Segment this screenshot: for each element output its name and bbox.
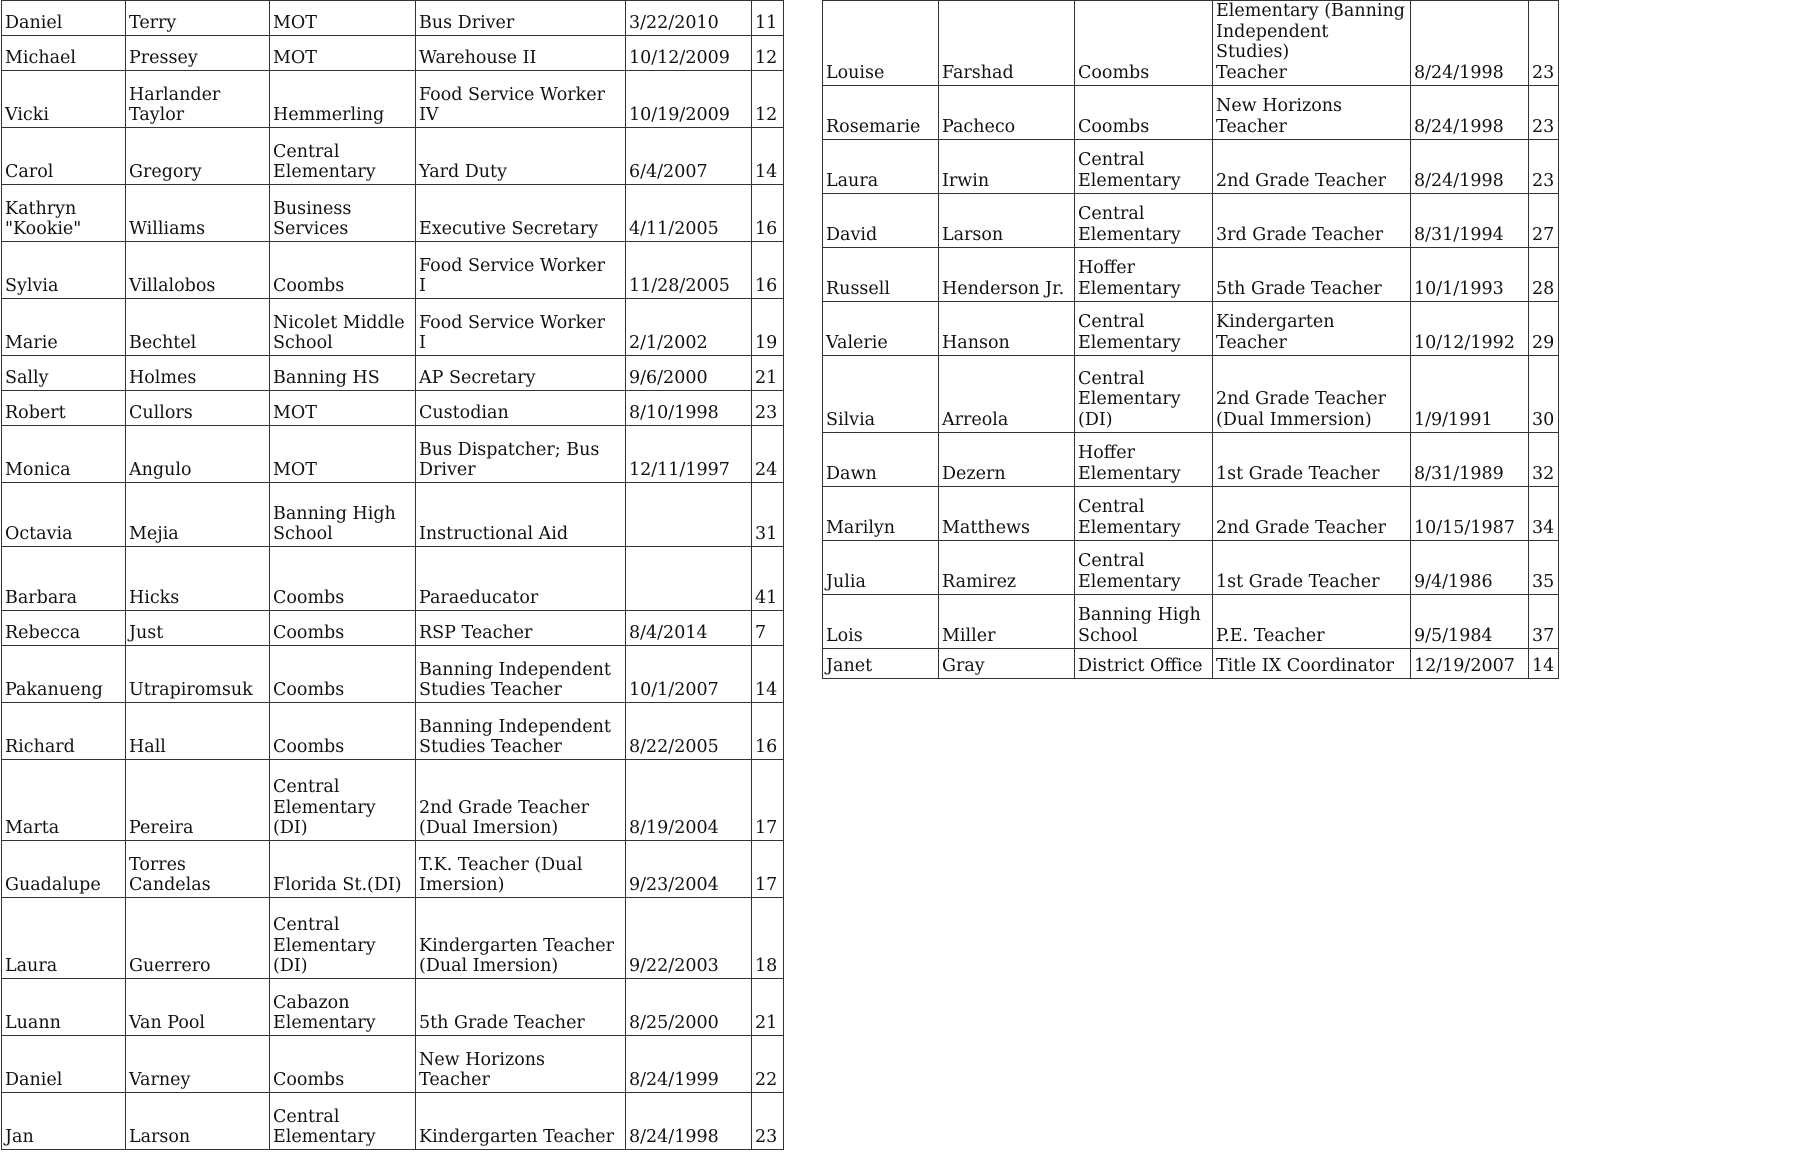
cell-last: Ramirez — [939, 540, 1075, 594]
cell-site: Coombs — [270, 242, 416, 299]
cell-first: Laura — [823, 139, 939, 193]
cell-first: Carol — [2, 128, 126, 185]
table-row — [823, 594, 1559, 648]
cell-first: Lois — [823, 594, 939, 648]
cell-date: 9/6/2000 — [626, 356, 752, 391]
cell-date — [626, 547, 752, 611]
cell-position: New Horizons Teacher — [1213, 85, 1411, 139]
cell-position: Yard Duty — [416, 128, 626, 185]
cell-date: 12/19/2007 — [1411, 648, 1529, 678]
cell-first: David — [823, 193, 939, 247]
cell-years: 14 — [752, 646, 784, 703]
cell-site: MOT — [270, 391, 416, 426]
cell-years: 23 — [752, 391, 784, 426]
table-row — [2, 646, 784, 703]
cell-site: Coombs — [270, 703, 416, 760]
cell-date: 11/28/2005 — [626, 242, 752, 299]
cell-position: Elementary (Banning Independent Studies) Teacher — [1213, 1, 1411, 86]
cell-first: Sally — [2, 356, 126, 391]
cell-date: 1/9/1991 — [1411, 355, 1529, 432]
cell-site: Cabazon Elementary — [270, 979, 416, 1036]
cell-date: 8/4/2014 — [626, 611, 752, 646]
cell-position: 2nd Grade Teacher (Dual Immersion) — [1213, 355, 1411, 432]
cell-date: 10/1/2007 — [626, 646, 752, 703]
table-row — [823, 486, 1559, 540]
cell-last: Gray — [939, 648, 1075, 678]
cell-first: Kathryn "Kookie" — [2, 185, 126, 242]
table-row — [2, 898, 784, 979]
table-row — [2, 185, 784, 242]
cell-last: Hanson — [939, 301, 1075, 355]
cell-site: Hoffer Elementary — [1075, 432, 1213, 486]
cell-first: Laura — [2, 898, 126, 979]
table-row — [823, 648, 1559, 678]
cell-position: P.E. Teacher — [1213, 594, 1411, 648]
cell-first: Richard — [2, 703, 126, 760]
cell-first: Michael — [2, 36, 126, 71]
cell-date: 10/12/2009 — [626, 36, 752, 71]
cell-position: Kindergarten Teacher — [416, 1093, 626, 1150]
cell-first: Janet — [823, 648, 939, 678]
cell-first: Jan — [2, 1093, 126, 1150]
table-row — [2, 1036, 784, 1093]
cell-first: Vicki — [2, 71, 126, 128]
cell-first: Daniel — [2, 1, 126, 36]
cell-last: Holmes — [126, 356, 270, 391]
cell-position: Bus Driver — [416, 1, 626, 36]
table-row — [2, 426, 784, 483]
cell-years: 22 — [752, 1036, 784, 1093]
table-row — [823, 247, 1559, 301]
cell-site: MOT — [270, 1, 416, 36]
cell-date: 8/24/1998 — [626, 1093, 752, 1150]
cell-last: Van Pool — [126, 979, 270, 1036]
cell-date: 8/31/1994 — [1411, 193, 1529, 247]
cell-first: Rebecca — [2, 611, 126, 646]
cell-years: 18 — [752, 898, 784, 979]
cell-years: 23 — [752, 1093, 784, 1150]
cell-site: Central Elementary — [1075, 540, 1213, 594]
cell-first: Dawn — [823, 432, 939, 486]
cell-position: Banning Independent Studies Teacher — [416, 703, 626, 760]
employee-table-right — [822, 0, 1559, 679]
cell-date: 10/15/1987 — [1411, 486, 1529, 540]
cell-date: 8/25/2000 — [626, 979, 752, 1036]
cell-date: 8/19/2004 — [626, 760, 752, 841]
cell-years: 31 — [752, 483, 784, 547]
cell-position: 2nd Grade Teacher (Dual Imersion) — [416, 760, 626, 841]
table-row — [823, 85, 1559, 139]
cell-last: Larson — [939, 193, 1075, 247]
cell-years: 35 — [1529, 540, 1559, 594]
cell-last: Cullors — [126, 391, 270, 426]
cell-years: 27 — [1529, 193, 1559, 247]
cell-date: 9/22/2003 — [626, 898, 752, 979]
cell-date: 9/23/2004 — [626, 841, 752, 898]
cell-last: Bechtel — [126, 299, 270, 356]
cell-years: 21 — [752, 356, 784, 391]
cell-last: Matthews — [939, 486, 1075, 540]
cell-first: Silvia — [823, 355, 939, 432]
cell-last: Miller — [939, 594, 1075, 648]
cell-date: 9/4/1986 — [1411, 540, 1529, 594]
cell-first: Julia — [823, 540, 939, 594]
cell-site: Florida St.(DI) — [270, 841, 416, 898]
table-row — [2, 71, 784, 128]
cell-date: 4/11/2005 — [626, 185, 752, 242]
cell-position: Title IX Coordinator — [1213, 648, 1411, 678]
cell-date: 8/10/1998 — [626, 391, 752, 426]
cell-years: 34 — [1529, 486, 1559, 540]
cell-date: 2/1/2002 — [626, 299, 752, 356]
cell-site: Central Elementary — [1075, 301, 1213, 355]
cell-position: 5th Grade Teacher — [1213, 247, 1411, 301]
cell-position: Kindergarten Teacher (Dual Imersion) — [416, 898, 626, 979]
cell-position: Food Service Worker IV — [416, 71, 626, 128]
cell-last: Larson — [126, 1093, 270, 1150]
cell-last: Williams — [126, 185, 270, 242]
cell-first: Valerie — [823, 301, 939, 355]
cell-site: Coombs — [270, 646, 416, 703]
cell-years: 21 — [752, 979, 784, 1036]
table-row — [823, 1, 1559, 86]
table-row — [823, 355, 1559, 432]
cell-years: 7 — [752, 611, 784, 646]
cell-position: AP Secretary — [416, 356, 626, 391]
cell-position: 5th Grade Teacher — [416, 979, 626, 1036]
cell-last: Pacheco — [939, 85, 1075, 139]
cell-date: 6/4/2007 — [626, 128, 752, 185]
cell-years: 14 — [752, 128, 784, 185]
employee-table-right-body — [823, 1, 1559, 679]
cell-site: Central Elementary (DI) — [270, 898, 416, 979]
cell-position: T.K. Teacher (Dual Imersion) — [416, 841, 626, 898]
cell-position: Paraeducator — [416, 547, 626, 611]
cell-last: Pereira — [126, 760, 270, 841]
cell-last: Farshad — [939, 1, 1075, 86]
cell-last: Gregory — [126, 128, 270, 185]
cell-position: Executive Secretary — [416, 185, 626, 242]
table-row — [2, 356, 784, 391]
cell-position: 2nd Grade Teacher — [1213, 486, 1411, 540]
cell-site: Nicolet Middle School — [270, 299, 416, 356]
table-row — [2, 1, 784, 36]
cell-first: Luann — [2, 979, 126, 1036]
cell-position: Custodian — [416, 391, 626, 426]
cell-site: Coombs — [270, 547, 416, 611]
cell-years: 12 — [752, 36, 784, 71]
cell-years: 17 — [752, 760, 784, 841]
cell-site: Hoffer Elementary — [1075, 247, 1213, 301]
cell-first: Barbara — [2, 547, 126, 611]
cell-first: Sylvia — [2, 242, 126, 299]
cell-last: Hall — [126, 703, 270, 760]
cell-years: 37 — [1529, 594, 1559, 648]
cell-date: 8/24/1998 — [1411, 1, 1529, 86]
cell-last: Arreola — [939, 355, 1075, 432]
cell-last: Terry — [126, 1, 270, 36]
cell-first: Daniel — [2, 1036, 126, 1093]
cell-last: Varney — [126, 1036, 270, 1093]
cell-years: 14 — [1529, 648, 1559, 678]
cell-date — [626, 483, 752, 547]
cell-position: 1st Grade Teacher — [1213, 540, 1411, 594]
cell-first: Robert — [2, 391, 126, 426]
cell-last: Angulo — [126, 426, 270, 483]
cell-position: 2nd Grade Teacher — [1213, 139, 1411, 193]
cell-site: Central Elementary — [270, 1093, 416, 1150]
cell-years: 29 — [1529, 301, 1559, 355]
cell-years: 16 — [752, 703, 784, 760]
cell-first: Marie — [2, 299, 126, 356]
cell-first: Octavia — [2, 483, 126, 547]
employee-table-left — [1, 0, 784, 1150]
cell-site: Banning High School — [1075, 594, 1213, 648]
table-row — [2, 1093, 784, 1150]
cell-site: Hemmerling — [270, 71, 416, 128]
cell-date: 8/22/2005 — [626, 703, 752, 760]
cell-position: Warehouse II — [416, 36, 626, 71]
cell-last: Henderson Jr. — [939, 247, 1075, 301]
cell-first: Guadalupe — [2, 841, 126, 898]
cell-site: District Office — [1075, 648, 1213, 678]
cell-first: Marilyn — [823, 486, 939, 540]
cell-site: Coombs — [1075, 1, 1213, 86]
cell-years: 16 — [752, 242, 784, 299]
cell-site: MOT — [270, 426, 416, 483]
cell-position: Banning Independent Studies Teacher — [416, 646, 626, 703]
cell-date: 8/24/1998 — [1411, 85, 1529, 139]
cell-site: Banning High School — [270, 483, 416, 547]
cell-date: 10/19/2009 — [626, 71, 752, 128]
cell-site: Coombs — [1075, 85, 1213, 139]
cell-date: 8/24/1998 — [1411, 139, 1529, 193]
cell-site: Coombs — [270, 611, 416, 646]
cell-date: 8/31/1989 — [1411, 432, 1529, 486]
cell-site: Central Elementary (DI) — [1075, 355, 1213, 432]
cell-years: 12 — [752, 71, 784, 128]
cell-position: Food Service Worker I — [416, 242, 626, 299]
cell-date: 3/22/2010 — [626, 1, 752, 36]
cell-years: 16 — [752, 185, 784, 242]
cell-last: Just — [126, 611, 270, 646]
cell-last: Torres Candelas — [126, 841, 270, 898]
cell-site: Central Elementary — [1075, 486, 1213, 540]
cell-site: Business Services — [270, 185, 416, 242]
cell-years: 23 — [1529, 1, 1559, 86]
cell-years: 32 — [1529, 432, 1559, 486]
table-row — [2, 760, 784, 841]
cell-site: MOT — [270, 36, 416, 71]
cell-date: 8/24/1999 — [626, 1036, 752, 1093]
table-row — [2, 547, 784, 611]
employee-table-left-body — [2, 1, 784, 1150]
cell-date: 12/11/1997 — [626, 426, 752, 483]
cell-last: Irwin — [939, 139, 1075, 193]
cell-site: Central Elementary (DI) — [270, 760, 416, 841]
table-row — [2, 299, 784, 356]
cell-last: Dezern — [939, 432, 1075, 486]
cell-position: 3rd Grade Teacher — [1213, 193, 1411, 247]
cell-position: Instructional Aid — [416, 483, 626, 547]
cell-last: Villalobos — [126, 242, 270, 299]
cell-first: Louise — [823, 1, 939, 86]
cell-first: Marta — [2, 760, 126, 841]
table-row — [2, 979, 784, 1036]
table-row — [823, 139, 1559, 193]
table-row — [823, 193, 1559, 247]
cell-years: 11 — [752, 1, 784, 36]
cell-years: 19 — [752, 299, 784, 356]
table-row — [823, 301, 1559, 355]
cell-years: 24 — [752, 426, 784, 483]
table-row — [2, 36, 784, 71]
cell-position: Bus Dispatcher; Bus Driver — [416, 426, 626, 483]
cell-last: Guerrero — [126, 898, 270, 979]
cell-first: Rosemarie — [823, 85, 939, 139]
cell-site: Banning HS — [270, 356, 416, 391]
cell-last: Harlander Taylor — [126, 71, 270, 128]
cell-site: Central Elementary — [270, 128, 416, 185]
table-row — [823, 432, 1559, 486]
table-row — [2, 128, 784, 185]
cell-years: 28 — [1529, 247, 1559, 301]
cell-last: Hicks — [126, 547, 270, 611]
cell-date: 10/12/1992 — [1411, 301, 1529, 355]
cell-position: Kindergarten Teacher — [1213, 301, 1411, 355]
cell-site: Coombs — [270, 1036, 416, 1093]
cell-position: Food Service Worker I — [416, 299, 626, 356]
cell-position: 1st Grade Teacher — [1213, 432, 1411, 486]
cell-years: 17 — [752, 841, 784, 898]
table-row — [823, 540, 1559, 594]
cell-date: 9/5/1984 — [1411, 594, 1529, 648]
cell-years: 30 — [1529, 355, 1559, 432]
cell-years: 23 — [1529, 85, 1559, 139]
cell-date: 10/1/1993 — [1411, 247, 1529, 301]
table-row — [2, 242, 784, 299]
cell-first: Russell — [823, 247, 939, 301]
table-row — [2, 611, 784, 646]
table-row — [2, 841, 784, 898]
table-row — [2, 703, 784, 760]
cell-position: New Horizons Teacher — [416, 1036, 626, 1093]
cell-position: RSP Teacher — [416, 611, 626, 646]
table-row — [2, 391, 784, 426]
cell-first: Monica — [2, 426, 126, 483]
cell-first: Pakanueng — [2, 646, 126, 703]
cell-site: Central Elementary — [1075, 193, 1213, 247]
cell-last: Utrapiromsuk — [126, 646, 270, 703]
cell-last: Mejia — [126, 483, 270, 547]
cell-years: 41 — [752, 547, 784, 611]
cell-years: 23 — [1529, 139, 1559, 193]
table-row — [2, 483, 784, 547]
cell-site: Central Elementary — [1075, 139, 1213, 193]
cell-last: Pressey — [126, 36, 270, 71]
